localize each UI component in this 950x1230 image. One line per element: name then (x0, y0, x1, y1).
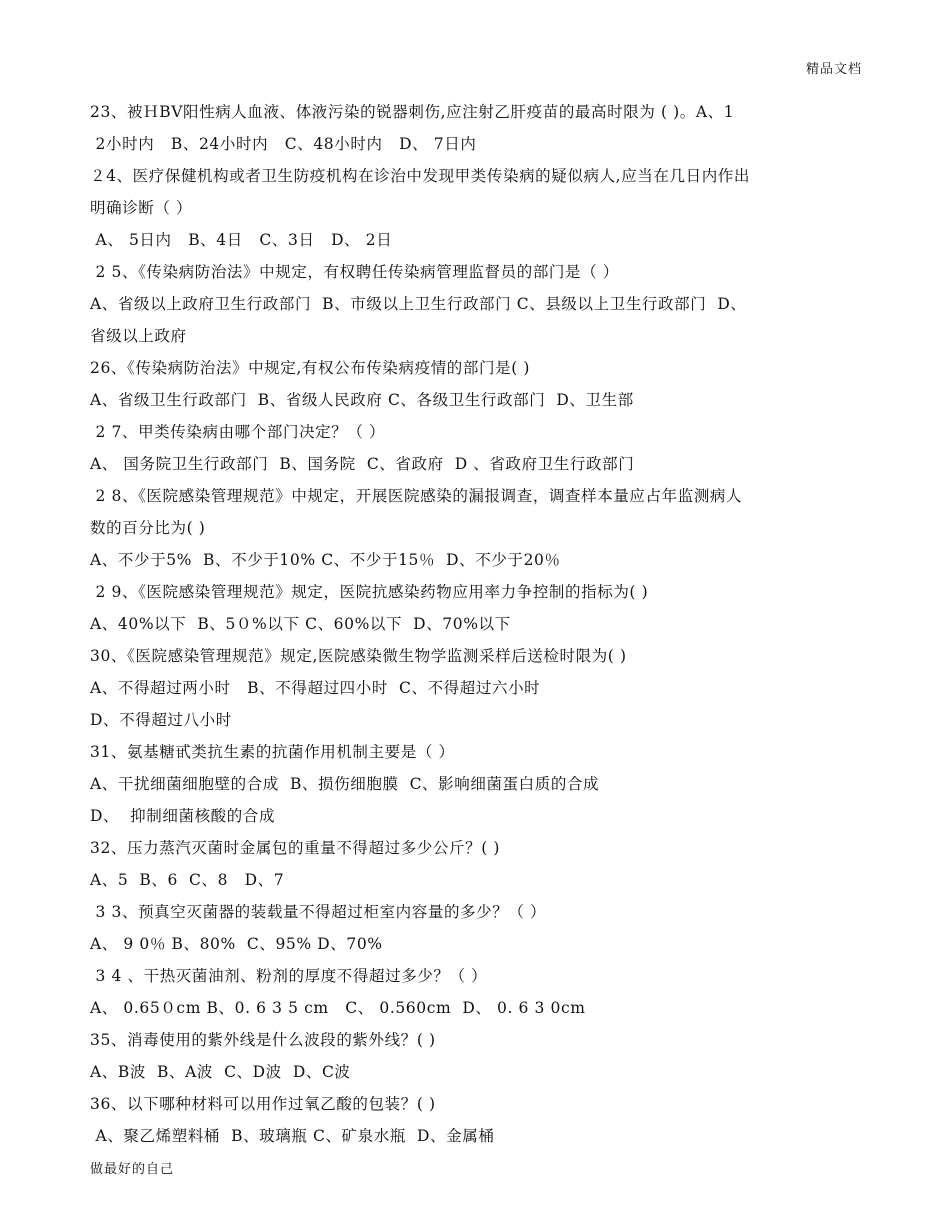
text-line: 3 4 、干热灭菌油剂、粉剂的厚度不得超过多少？（ ） (90, 967, 488, 985)
page-footer: 做最好的自己 (90, 1162, 175, 1177)
text-line: 35、消毒使用的紫外线是什么波段的紫外线？( ) (90, 1031, 436, 1049)
text-line: D、 抑制细菌核酸的合成 (90, 807, 276, 825)
text-line: ２4、医疗保健机构或者卫生防疫机构在诊治中发现甲类传染病的疑似病人,应当在几日内作出 (90, 167, 750, 185)
text-line: A、不少于5% B、不少于10% C、不少于15％ D、不少于20％ (90, 551, 561, 569)
text-line: A、不得超过两小时 B、不得超过四小时 C、不得超过六小时 (90, 679, 541, 697)
text-line: A、干扰细菌细胞壁的合成 B、损伤细胞膜 C、影响细菌蛋白质的合成 (90, 775, 600, 793)
page-header: 精品文档 (805, 62, 862, 77)
text-line: 省级以上政府 (90, 327, 187, 345)
text-line: D、不得超过八小时 (90, 711, 232, 729)
text-line: A、B波 B、A波 C、D波 D、C波 (90, 1063, 351, 1081)
text-line: A、省级以上政府卫生行政部门 B、市级以上卫生行政部门 C、县级以上卫生行政部门 D、 (90, 295, 747, 313)
text-line: 32、压力蒸汽灭菌时金属包的重量不得超过多少公斤？( ) (90, 839, 501, 857)
text-line: 30、《医院感染管理规范》规定,医院感染微生物学监测采样后送检时限为( ) (90, 647, 627, 665)
text-line: 2 7、甲类传染病由哪个部门决定？（ ） (90, 423, 386, 441)
text-line: 26、《传染病防治法》中规定,有权公布传染病疫情的部门是( ) (90, 359, 531, 377)
text-line: 23、被ＨBV阳性病人血液、体液污染的锐器刺伤,应注射乙肝疫苗的最高时限为 ( )。A、1 (90, 103, 735, 121)
text-line: A、聚乙烯塑料桶 B、玻璃瓶 C、矿泉水瓶 D、金属桶 (90, 1127, 495, 1145)
text-line: A、省级卫生行政部门 B、省级人民政府 C、各级卫生行政部门 D、卫生部 (90, 391, 634, 409)
text-line: 3 3、预真空灭菌器的装载量不得超过柜室内容量的多少？（ ） (90, 903, 547, 921)
text-line: A、 国务院卫生行政部门 B、国务院 C、省政府 D 、省政府卫生行政部门 (90, 455, 635, 473)
text-line: 31、氨基糖甙类抗生素的抗菌作用机制主要是（ ） (90, 743, 455, 761)
text-line: 数的百分比为( ) (90, 519, 206, 537)
text-line: 明确诊断（ ） (90, 199, 193, 217)
text-line: 36、以下哪种材料可以用作过氧乙酸的包装？( ) (90, 1095, 436, 1113)
text-line: A、5 B、6 C、8 D、7 (90, 871, 285, 889)
text-line: A、 9 0％ B、80% C、95% D、70% (90, 935, 383, 953)
text-line: A、 0.65０cm B、0. 6 3 5 cm C、 0.560cm D、 0. 6 3 0cm (90, 999, 586, 1017)
text-line: 2 5、《传染病防治法》中规定，有权聘任传染病管理监督员的部门是（ ） (90, 263, 619, 281)
question-text-block (90, 96, 865, 1152)
text-line: 2小时内 B、24小时内 C、48小时内 D、 7日内 (90, 135, 477, 153)
text-line: A、40%以下 B、5０%以下 C、60%以下 D、70%以下 (90, 615, 511, 633)
text-line: 2 8、《医院感染管理规范》中规定，开展医院感染的漏报调查，调查样本量应占年监测病人 (90, 487, 743, 505)
text-line: 2 9、《医院感染管理规范》规定，医院抗感染药物应用率力争控制的指标为( ) (90, 583, 649, 601)
text-line: A、 5日内 B、4日 C、3日 D、 2日 (90, 231, 393, 249)
